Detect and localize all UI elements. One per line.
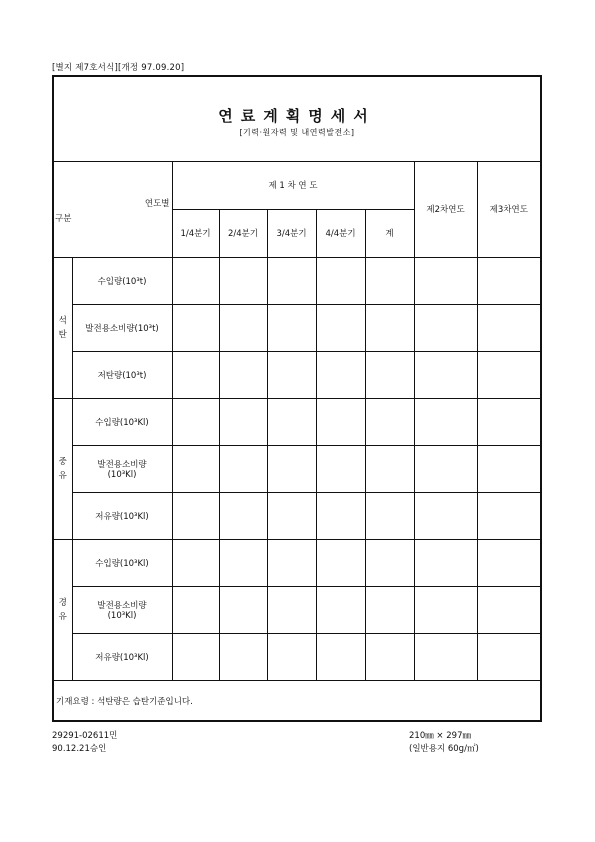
- table-row: [54, 445, 540, 492]
- data-cell[interactable]: [267, 586, 316, 633]
- data-cell[interactable]: [365, 492, 414, 539]
- row-label-text: 발전용소비량: [97, 600, 147, 611]
- fuel-group-label: [54, 398, 72, 539]
- table-row: [54, 257, 540, 304]
- data-cell[interactable]: [365, 351, 414, 398]
- data-cell[interactable]: [172, 398, 219, 445]
- data-cell[interactable]: [477, 492, 540, 539]
- data-cell[interactable]: [414, 539, 477, 586]
- table-row: [54, 539, 540, 586]
- data-cell[interactable]: [219, 398, 267, 445]
- data-cell[interactable]: [219, 492, 267, 539]
- data-cell[interactable]: [172, 586, 219, 633]
- form-title: 연료계획명세서: [218, 107, 376, 125]
- data-cell[interactable]: [219, 445, 267, 492]
- data-cell[interactable]: [477, 257, 540, 304]
- data-cell[interactable]: [219, 257, 267, 304]
- data-cell[interactable]: [267, 445, 316, 492]
- data-cell[interactable]: [172, 539, 219, 586]
- row-label-unit: (10³Kl): [107, 610, 137, 621]
- data-cell[interactable]: [365, 398, 414, 445]
- fuel-group-char: 유: [58, 611, 67, 622]
- data-cell[interactable]: [365, 445, 414, 492]
- data-cell[interactable]: [267, 492, 316, 539]
- data-cell[interactable]: [267, 257, 316, 304]
- data-cell[interactable]: [172, 351, 219, 398]
- data-cell[interactable]: [316, 586, 365, 633]
- data-cell[interactable]: [414, 398, 477, 445]
- row-label-unit: (10³Kl): [107, 469, 137, 480]
- fuel-plan-table: [54, 162, 540, 722]
- table-row: [54, 398, 540, 445]
- data-cell[interactable]: [365, 257, 414, 304]
- fuel-group-char: 탄: [58, 329, 67, 340]
- form-frame: [52, 75, 542, 722]
- table-row: [54, 633, 540, 680]
- row-label-text: 저유량(10³Kl): [95, 511, 149, 522]
- data-cell[interactable]: [414, 492, 477, 539]
- table-row: [54, 351, 540, 398]
- row-label: [72, 445, 172, 492]
- data-cell[interactable]: [365, 539, 414, 586]
- data-cell[interactable]: [316, 539, 365, 586]
- data-cell[interactable]: [172, 445, 219, 492]
- year-label: 연도별: [144, 199, 170, 209]
- data-cell[interactable]: [172, 633, 219, 680]
- fuel-group-char: 유: [58, 470, 67, 481]
- data-cell[interactable]: [219, 586, 267, 633]
- quarter-1-header: 1/4분기: [172, 209, 219, 257]
- data-cell[interactable]: [316, 492, 365, 539]
- paper-spec: [409, 730, 479, 756]
- note-row: [54, 680, 540, 722]
- data-cell[interactable]: [414, 351, 477, 398]
- third-year-header: 제3차연도: [477, 162, 540, 257]
- approval-info: [52, 730, 117, 756]
- data-cell[interactable]: [267, 539, 316, 586]
- fuel-group-char: 석: [58, 315, 67, 326]
- row-label: [72, 398, 172, 445]
- fuel-group-label: [54, 539, 72, 680]
- data-cell[interactable]: [219, 539, 267, 586]
- data-cell[interactable]: [316, 257, 365, 304]
- data-cell[interactable]: [267, 633, 316, 680]
- data-cell[interactable]: [219, 633, 267, 680]
- row-label: [72, 351, 172, 398]
- data-cell[interactable]: [414, 586, 477, 633]
- row-label: [72, 633, 172, 680]
- data-cell[interactable]: [365, 304, 414, 351]
- data-cell[interactable]: [316, 351, 365, 398]
- table-row: [54, 304, 540, 351]
- row-label-text: 수입량(10³t): [97, 276, 147, 287]
- data-cell[interactable]: [414, 445, 477, 492]
- data-cell[interactable]: [219, 351, 267, 398]
- fuel-group-char: 경: [58, 597, 67, 608]
- approval-date: 90.12.21승인: [52, 744, 107, 754]
- row-label: [72, 539, 172, 586]
- data-cell[interactable]: [316, 398, 365, 445]
- paper-weight: (일반용지 60g/㎡): [409, 744, 479, 754]
- first-year-header: 제 1 차 연 도: [172, 162, 414, 209]
- data-cell[interactable]: [414, 304, 477, 351]
- quarter-3-header: 3/4분기: [267, 209, 316, 257]
- data-cell[interactable]: [316, 633, 365, 680]
- data-cell[interactable]: [414, 633, 477, 680]
- header-corner-cell: [54, 162, 172, 257]
- quarter-2-header: 2/4분기: [219, 209, 267, 257]
- data-cell[interactable]: [172, 257, 219, 304]
- form-code: [별지 제7호서식][개정 97.09.20]: [52, 63, 185, 73]
- row-label: [72, 586, 172, 633]
- data-cell[interactable]: [477, 445, 540, 492]
- table-row: [54, 492, 540, 539]
- row-label-text: 수입량(10³Kl): [95, 417, 149, 428]
- data-cell[interactable]: [219, 304, 267, 351]
- data-cell[interactable]: [477, 539, 540, 586]
- row-label-text: 발전용소비량: [97, 459, 147, 470]
- data-cell[interactable]: [316, 445, 365, 492]
- table-row: [54, 586, 540, 633]
- row-label: [72, 304, 172, 351]
- total-header: 계: [365, 209, 414, 257]
- data-cell[interactable]: [477, 633, 540, 680]
- paper-size: 210㎜ × 297㎜: [409, 731, 471, 741]
- data-cell[interactable]: [267, 351, 316, 398]
- row-label-text: 발전용소비량(10³t): [85, 323, 159, 334]
- second-year-header: 제2차연도: [414, 162, 477, 257]
- row-label-text: 저탄량(10³t): [97, 370, 147, 381]
- data-cell[interactable]: [365, 633, 414, 680]
- row-label-text: 수입량(10³Kl): [95, 558, 149, 569]
- data-cell[interactable]: [316, 304, 365, 351]
- row-label: [72, 492, 172, 539]
- form-subtitle: [기력·원자력 및 내연력발전소]: [239, 128, 355, 137]
- data-cell[interactable]: [172, 492, 219, 539]
- data-cell[interactable]: [477, 304, 540, 351]
- data-cell[interactable]: [172, 304, 219, 351]
- row-label-text: 저유량(10³Kl): [95, 652, 149, 663]
- data-cell[interactable]: [267, 304, 316, 351]
- quarter-4-header: 4/4분기: [316, 209, 365, 257]
- data-cell[interactable]: [477, 398, 540, 445]
- instruction-note: 기재요령 : 석탄량은 습탄기준입니다.: [54, 680, 540, 722]
- data-cell[interactable]: [414, 257, 477, 304]
- data-cell[interactable]: [365, 586, 414, 633]
- data-cell[interactable]: [477, 351, 540, 398]
- fuel-group-label: [54, 257, 72, 398]
- fuel-group-char: 중: [58, 456, 67, 467]
- data-cell[interactable]: [267, 398, 316, 445]
- data-cell[interactable]: [477, 586, 540, 633]
- title-block: [54, 77, 540, 162]
- row-label: [72, 257, 172, 304]
- division-label: 구분: [55, 214, 72, 224]
- form-number: 29291-02611민: [52, 731, 118, 741]
